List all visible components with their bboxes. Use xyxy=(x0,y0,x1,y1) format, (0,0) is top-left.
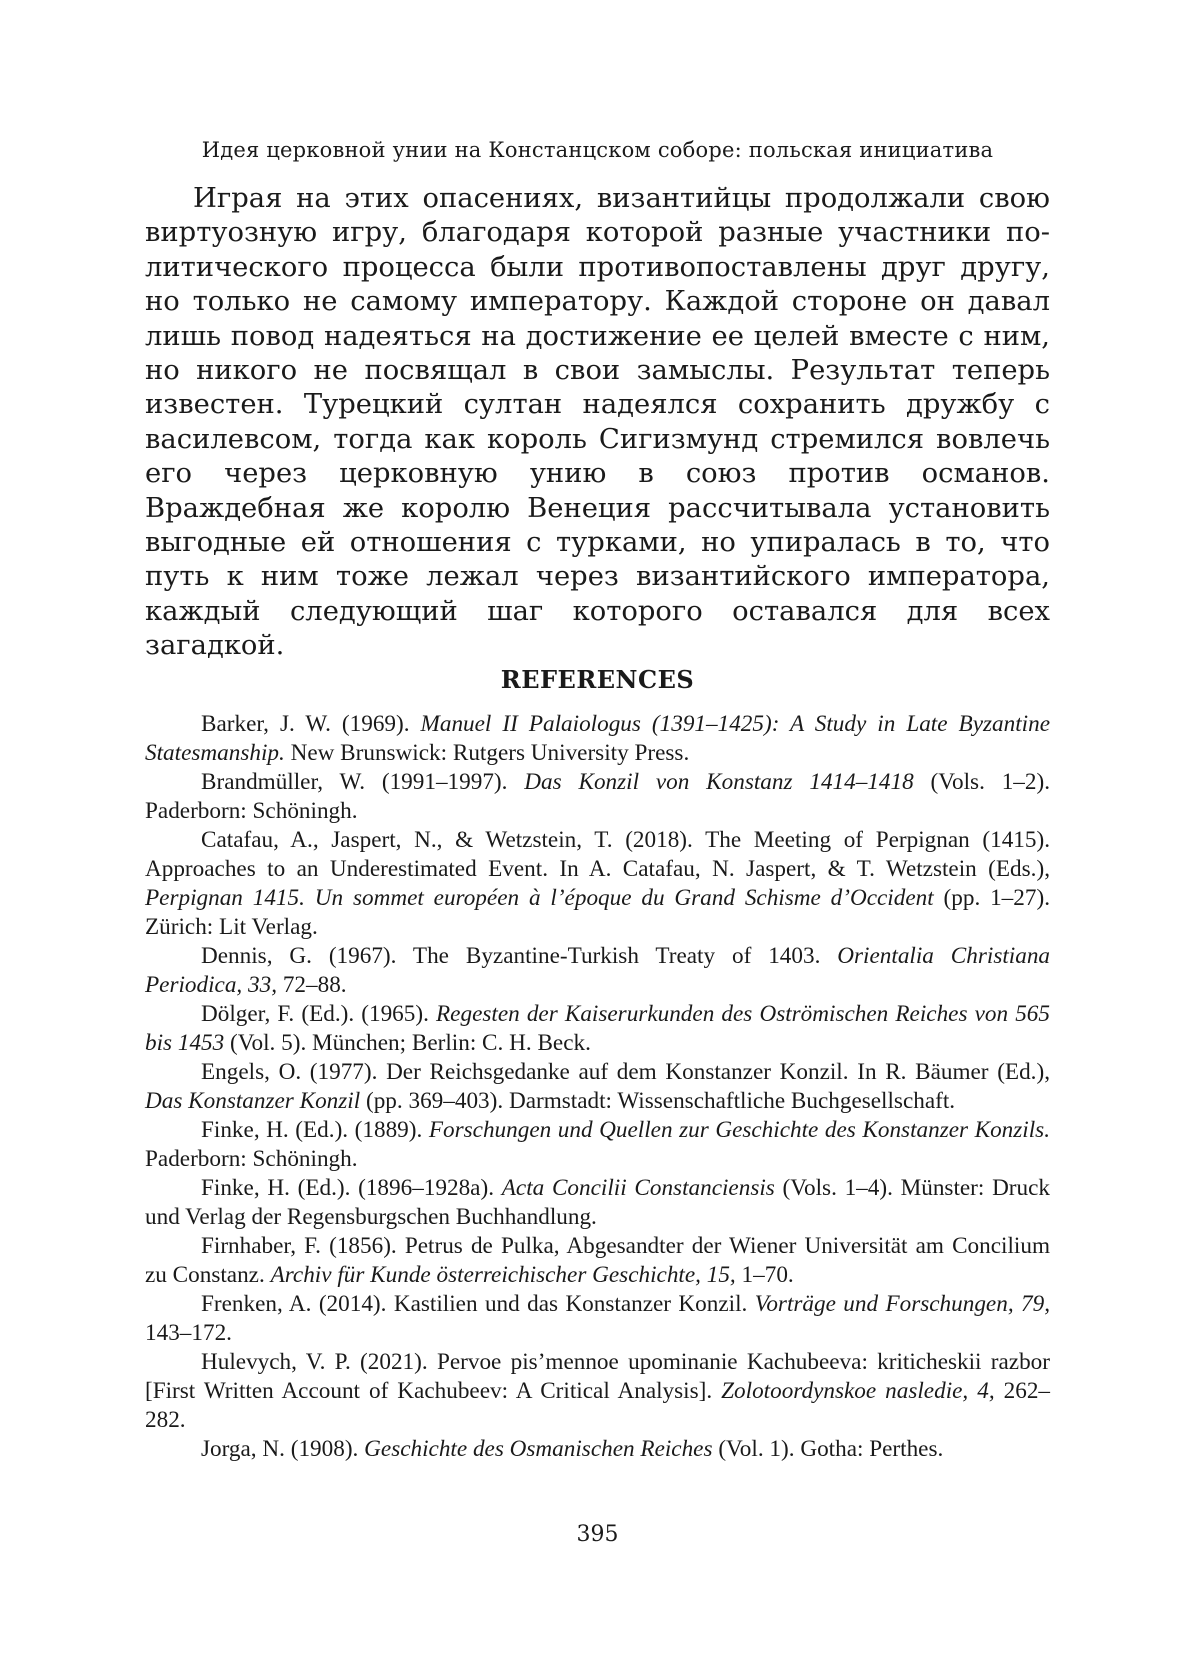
reference-title: Regesten der Kaiserurkunden des Oströmischen Reiches von 565 bis 1453 xyxy=(145,1001,1050,1056)
reference-entry xyxy=(145,1000,1050,1058)
reference-text: Engels, O. (1977). Der Reichsgedanke auf dem Konstanzer Konzil. In R. Bäumer (Ed.), xyxy=(201,1059,1050,1085)
reference-title: Acta Concilii Constanciensis xyxy=(501,1175,775,1201)
reference-entry xyxy=(145,1348,1050,1435)
reference-text: (Vol. 5). München; Berlin: C. H. Beck. xyxy=(224,1030,591,1056)
page-number: 395 xyxy=(576,1522,619,1547)
reference-title: Das Konzil von Konstanz 1414–1418 xyxy=(524,769,914,795)
reference-text: Frenken, A. (2014). Kastilien und das Konstanzer Konzil. xyxy=(201,1291,755,1317)
reference-title: Perpignan 1415. Un sommet européen à l’époque du Grand Schisme d’Occident xyxy=(145,885,934,911)
reference-entry xyxy=(145,1174,1050,1232)
body-paragraph: Играя на этих опасениях, византийцы продолжали свою виртуозную игру, благодаря которой разные участники политического процесса были противопоставлены друг другу, но только не самому императору. Каждой стороне он давал лишь повод надеяться на достижение ее целей вместе с ним, но никого не посвящал в свои замыслы. Результат теперь известен. Турецкий султан надеялся сохранить дружбу с василевсом, тогда как король Сигизмунд стремился вовлечь его через церковную унию в союз против османов. Враждебная же королю Венеция рассчитывала установить выгодные ей отношения с турками, но упиралась в то, что путь к ним тоже лежал через византийского императора, каждый следующий шаг которого оставался для всех загадкой. xyxy=(145,183,1050,662)
reference-text: Catafau, A., Jaspert, N., & Wetzstein, T. (2018). The Meeting of Perpignan (1415). Approaches to an Underestimated Event. In A. Catafau, N. Jaspert, & T. Wetzstein (Eds.), xyxy=(145,827,1050,882)
reference-text: Jorga, N. (1908). xyxy=(201,1436,365,1462)
reference-entry xyxy=(145,1290,1050,1348)
reference-text: Firnhaber, F. (1856). Petrus de Pulka, Abgesandter der Wiener Universität am Concilium zu Constanz. xyxy=(145,1233,1050,1288)
reference-list xyxy=(145,710,1050,1464)
reference-title: Forschungen und Quellen zur Geschichte des Konstanzer Konzils. xyxy=(428,1117,1050,1143)
reference-title: Geschichte des Osmanischen Reiches xyxy=(364,1436,713,1462)
references-heading: REFERENCES xyxy=(500,665,695,694)
reference-text: Brandmüller, W. (1991–1997). xyxy=(201,769,525,795)
reference-entry xyxy=(145,826,1050,942)
running-head: Идея церковной унии на Констанцском соборе: польская инициатива xyxy=(201,138,994,162)
reference-text: Dölger, F. (Ed.). (1965). xyxy=(201,1001,437,1027)
reference-text: 72–88. xyxy=(277,972,347,998)
reference-text: Finke, H. (Ed.). (1889). xyxy=(201,1117,429,1143)
reference-text: Dennis, G. (1967). The Byzantine-Turkish Treaty of 1403. xyxy=(201,943,838,969)
reference-title: Orientalia Christiana Periodica, 33, xyxy=(145,943,1051,998)
reference-entry xyxy=(145,1232,1050,1290)
reference-text: (pp. 1–27). Zürich: Lit Verlag. xyxy=(145,885,1050,940)
reference-title: Das Konstanzer Konzil xyxy=(145,1088,361,1114)
reference-text: (Vols. 1–4). Münster: Druck und Verlag der Regensburgschen Buchhandlung. xyxy=(145,1175,1051,1230)
reference-entry xyxy=(145,1058,1050,1116)
reference-text: 143–172. xyxy=(145,1320,232,1346)
reference-text: (Vol. 1). Gotha: Perthes. xyxy=(712,1436,944,1462)
reference-entry xyxy=(145,768,1050,826)
reference-text: (pp. 369–403). Darmstadt: Wissenschaftliche Buchgesellschaft. xyxy=(360,1088,956,1114)
reference-text: Paderborn: Schöningh. xyxy=(145,1146,358,1172)
reference-title: Zolotoordynskoe nasledie, 4, xyxy=(721,1378,995,1404)
reference-entry xyxy=(145,1116,1050,1174)
reference-title: Vorträge und Forschungen, 79, xyxy=(754,1291,1050,1317)
reference-text: 262–282. xyxy=(145,1378,1050,1433)
reference-entry xyxy=(145,942,1050,1000)
reference-text: (Vols. 1–2). Paderborn: Schöningh. xyxy=(145,769,1051,824)
reference-text: New Brunswick: Rutgers University Press. xyxy=(284,740,690,766)
reference-text: Barker, J. W. (1969). xyxy=(201,711,421,737)
reference-title: Archiv für Kunde österreichischer Geschichte, 15, xyxy=(270,1262,736,1288)
reference-title: Manuel II Palaiologus (1391–1425): A Study in Late Byzantine Statesmanship. xyxy=(145,711,1050,766)
reference-text: Finke, H. (Ed.). (1896–1928a). xyxy=(201,1175,502,1201)
reference-text: 1–70. xyxy=(735,1262,794,1288)
reference-entry xyxy=(145,1435,1050,1464)
reference-entry xyxy=(145,710,1050,768)
reference-text: Hulevych, V. P. (2021). Pervoe pis’mennoe upominanie Kachubeeva: kriticheskii razbor [First Written Account of Kachubeev: A Critical Analysis]. xyxy=(145,1349,1050,1404)
